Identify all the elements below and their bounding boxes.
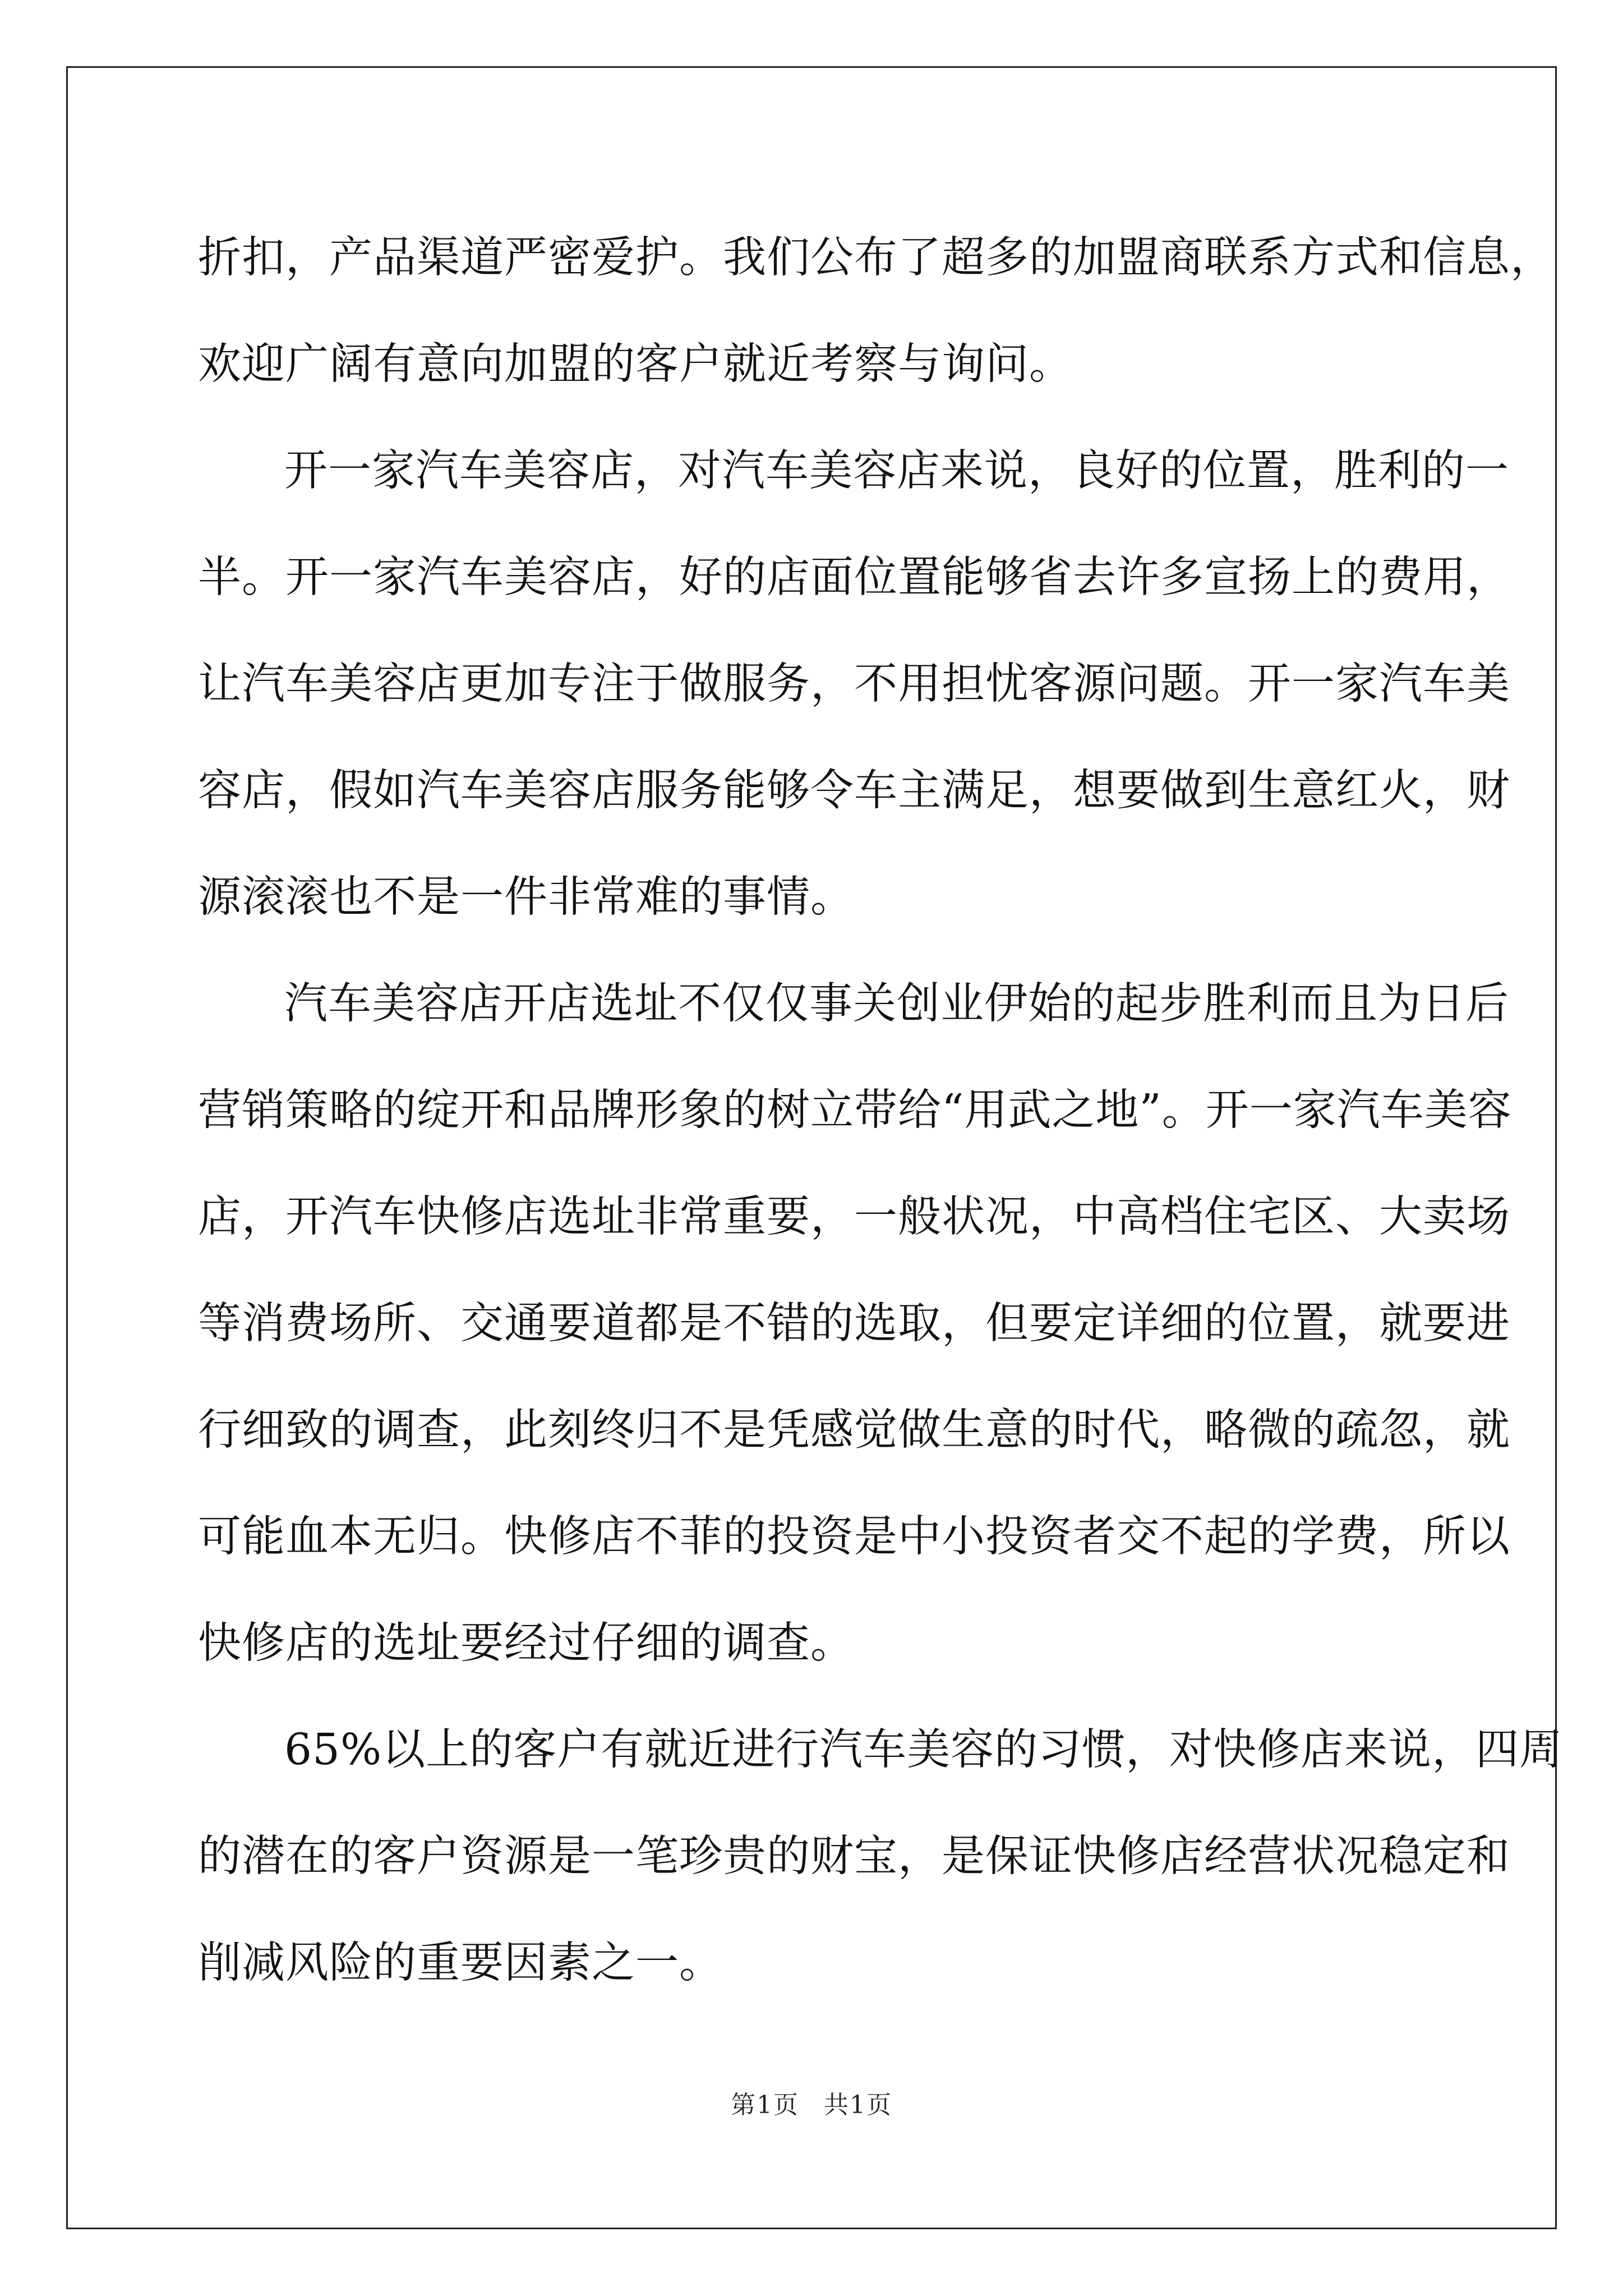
text-line: 的潜在的客户资源是一笔珍贵的财宝，是保证快修店经营状况稳定和 xyxy=(198,1832,1510,1881)
text-line: 源滚滚也不是一件非常难的事情。 xyxy=(198,872,854,922)
text-line: 营销策略的绽开和品牌形象的树立带给“用武之地”。开一家汽车美容 xyxy=(198,1085,1512,1135)
text-line: 削减风险的重要因素之一。 xyxy=(198,1938,723,1988)
text-line: 行细致的调查，此刻终归不是凭感觉做生意的时代，略微的疏忽，就 xyxy=(198,1405,1510,1455)
text-line: 65%以上的客户有就近进行汽车美容的习惯，对快修店来说，四周 xyxy=(284,1725,1564,1775)
text-line: 可能血本无归。快修店不菲的投资是中小投资者交不起的学费，所以 xyxy=(198,1512,1510,1562)
paragraph-3 xyxy=(198,951,1512,1697)
document-body xyxy=(198,205,1564,2017)
text-line: 等消费场所、交通要道都是不错的选取，但要定详细的位置，就要进 xyxy=(198,1299,1510,1349)
text-line: 欢迎广阔有意向加盟的客户就近考察与询问。 xyxy=(198,339,1073,389)
page-footer xyxy=(0,2088,1623,2122)
text-line: 快修店的选址要经过仔细的调查。 xyxy=(198,1618,854,1668)
text-line: 开一家汽车美容店，对汽车美容店来说，良好的位置，胜利的一 xyxy=(284,446,1509,496)
paragraph-1 xyxy=(198,205,1554,418)
page-number-total: 共1页 xyxy=(824,2091,892,2119)
page-number-current: 第1页 xyxy=(731,2091,799,2119)
text-line: 让汽车美容店更加专注于做服务，不用担忧客源问题。开一家汽车美 xyxy=(198,659,1510,709)
text-line: 半。开一家汽车美容店，好的店面位置能够省去许多宣扬上的费用， xyxy=(198,553,1510,602)
text-line: 折扣，产品渠道严密爱护。我们公布了超多的加盟商联系方式和信息， xyxy=(198,233,1554,283)
text-line: 店，开汽车快修店选址非常重要，一般状况，中高档住宅区、大卖场 xyxy=(198,1192,1510,1242)
paragraph-2 xyxy=(198,418,1510,951)
text-line: 容店，假如汽车美容店服务能够令车主满足，想要做到生意红火，财 xyxy=(198,766,1510,816)
paragraph-4 xyxy=(198,1697,1564,2017)
text-line: 汽车美容店开店选址不仅仅事关创业伊始的起步胜利而且为日后 xyxy=(284,979,1509,1029)
